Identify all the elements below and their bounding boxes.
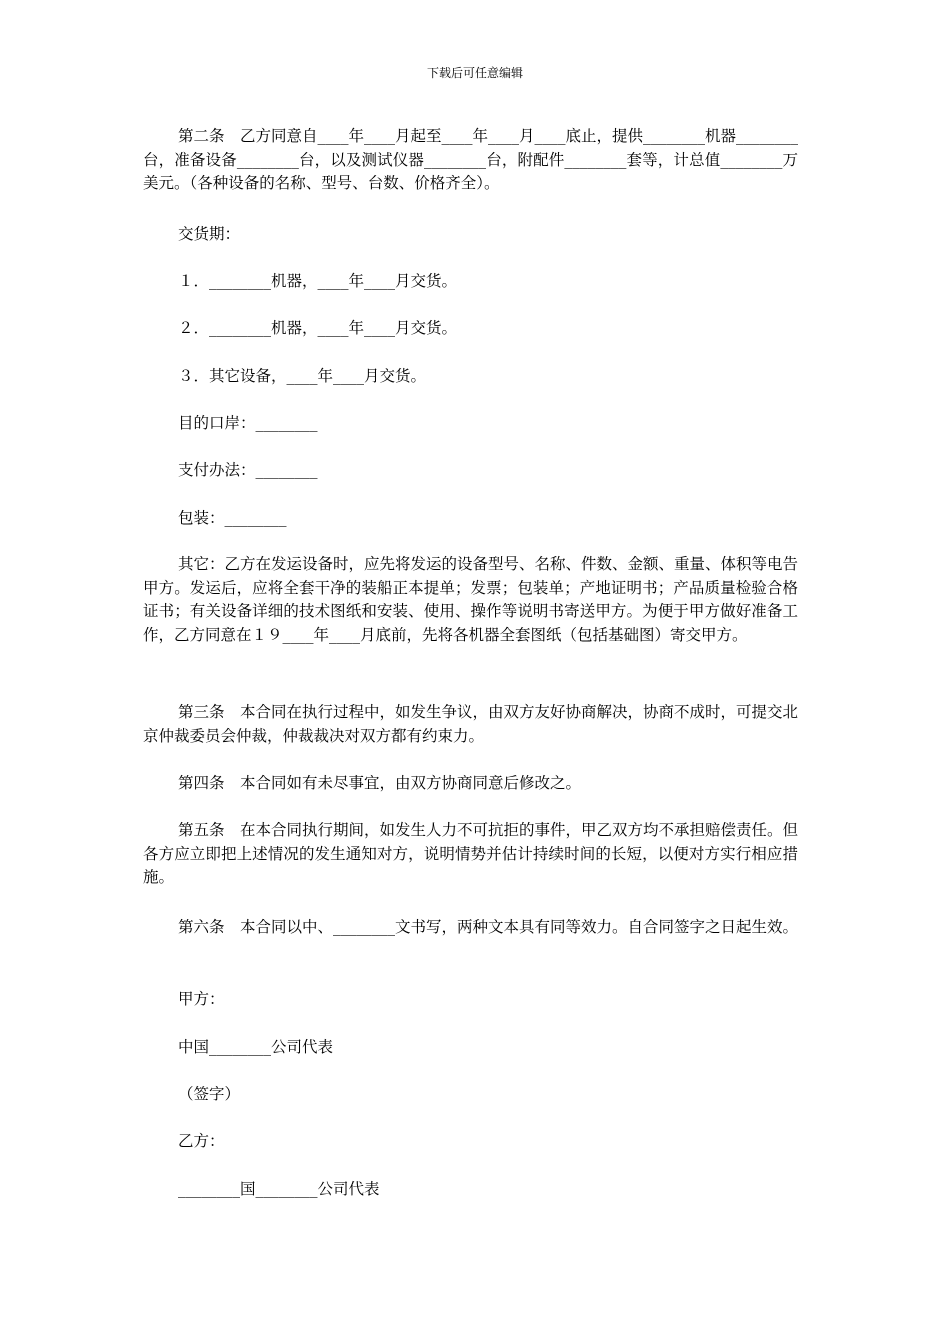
article-3: 第三条 本合同在执行过程中，如发生争议，由双方友好协商解决，协商不成时，可提交北京仲裁委员会仲裁，仲裁裁决对双方都有约束力。 [143, 703, 799, 745]
other-terms: 其它：乙方在发运设备时，应先将发运的设备型号、名称、件数、金额、重量、体积等电告甲方。发运后，应将全套干净的装船正本提单；发票；包装单；产地证明书；产品质量检验合格证书；有关设备详细的技术图纸和安装、使用、操作等说明书寄送甲方。为便于甲方做好准备工作，乙方同意在１９____年____月底前，先将各机器全套图纸（包括基础图）寄交甲方。 [143, 555, 799, 644]
article-2: 第二条 乙方同意自____年____月起至____年____月____底止，提供________机器________台，准备设备________台，以及测试仪器________台，附配件________套等，计总值________万美元。（各种设备的名称、型号、台数、价格齐全）。 [143, 127, 799, 192]
delivery-item-2: ２．________机器，____年____月交货。 [178, 319, 458, 337]
article-5: 第五条 在本合同执行期间，如发生人力不可抗拒的事件，甲乙双方均不承担赔偿责任。但各方应立即把上述情况的发生通知对方，说明情势并估计持续时间的长短，以便对方实行相应措施。 [143, 821, 799, 886]
delivery-item-3: ３．其它设备，____年____月交货。 [178, 367, 427, 385]
party-a-label: 甲方： [178, 990, 225, 1008]
delivery-item-1: １．________机器，____年____月交货。 [178, 272, 458, 290]
article-4: 第四条 本合同如有未尽事宜，由双方协商同意后修改之。 [178, 774, 582, 792]
delivery-title: 交货期： [178, 225, 241, 243]
payment-method: 支付办法：________ [178, 461, 318, 479]
party-b-label: 乙方： [178, 1132, 225, 1150]
signature-label: （签字） [178, 1085, 241, 1103]
destination-port: 目的口岸：________ [178, 414, 318, 432]
packing: 包装：________ [178, 509, 287, 527]
article-6: 第六条 本合同以中、________文书写，两种文本具有同等效力。自合同签字之日起生效。 [178, 918, 799, 936]
party-a-representative: 中国________公司代表 [178, 1038, 334, 1056]
page-header-note: 下载后可任意编辑 [426, 66, 523, 80]
party-b-representative: ________国________公司代表 [178, 1180, 380, 1198]
